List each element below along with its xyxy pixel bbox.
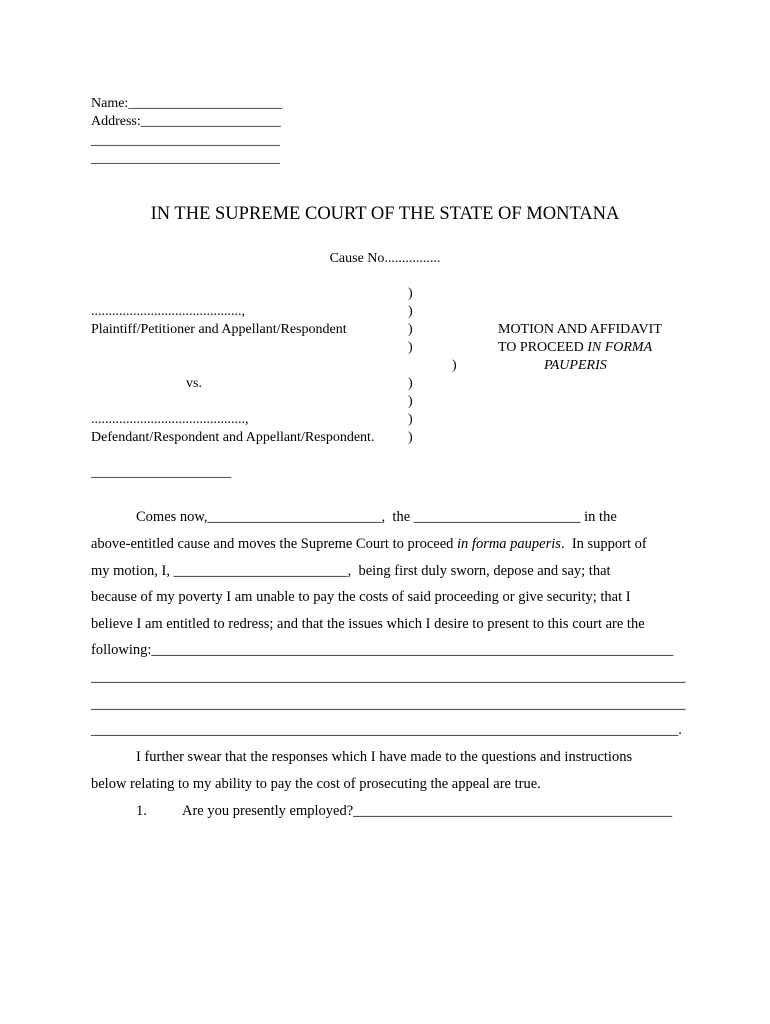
in-forma-pauperis: in forma pauperis (457, 536, 561, 552)
caption-paren: ) (408, 286, 413, 301)
defendant-role: Defendant/Respondent and Appellant/Respondent. (91, 430, 375, 445)
body-line-10: I further swear that the responses which I have made to the questions and instructions (136, 749, 633, 765)
address-blank-line-2[interactable]: ___________________________ (91, 151, 280, 166)
caption-paren: ) (408, 412, 413, 427)
versus-label: vs. (186, 376, 202, 391)
body-line-5: believe I am entitled to redress; and that the issues which I desire to present to this court are the (91, 616, 645, 632)
address-blank-line-1[interactable]: ___________________________ (91, 133, 280, 148)
issues-blank-line-1[interactable]: __________________________________________________________________________________ (91, 669, 686, 685)
motion-title-line-2 (498, 339, 652, 356)
caption-paren: ) (408, 394, 413, 409)
motion-title-line-3: PAUPERIS (544, 358, 607, 373)
body-line-3[interactable]: my motion, I, ________________________, being first duly sworn, depose and say; that (91, 563, 611, 579)
caption-paren: ) (452, 358, 457, 373)
motion-title-italic: IN FORMA (587, 340, 653, 355)
plaintiff-role: Plaintiff/Petitioner and Appellant/Respondent (91, 322, 347, 337)
body-line-1[interactable]: Comes now,________________________, the _______________________ in the (136, 509, 617, 525)
body-line-4: because of my poverty I am unable to pay the costs of said proceeding or give security; that I (91, 589, 631, 605)
court-title: IN THE SUPREME COURT OF THE STATE OF MONTANA (150, 204, 620, 224)
caption-paren: ) (408, 340, 413, 355)
defendant-name-blank[interactable]: ............................................, (91, 412, 249, 427)
caption-blank-line[interactable]: ____________________ (91, 465, 231, 480)
issues-blank-line-2[interactable]: __________________________________________________________________________________ (91, 696, 686, 712)
body-line-2: above-entitled cause and moves the Supreme Court to proceed in forma pauperis. In support of (91, 536, 647, 552)
body-line-11: below relating to my ability to pay the cost of prosecuting the appeal are true. (91, 776, 541, 792)
caption-paren: ) (408, 430, 413, 445)
cause-number[interactable]: Cause No................ (329, 251, 441, 266)
issues-following-line[interactable]: following:________________________________________________________________________ (91, 642, 674, 658)
motion-title-prefix: TO PROCEED (498, 340, 588, 355)
name-field-line[interactable]: Name:______________________ (91, 96, 283, 111)
address-field-line[interactable]: Address:____________________ (91, 114, 281, 129)
caption-paren: ) (408, 376, 413, 391)
issues-blank-line-3[interactable]: _________________________________________________________________________________. (91, 722, 682, 738)
plaintiff-name-blank[interactable]: ..........................................., (91, 304, 245, 319)
motion-title-line-1: MOTION AND AFFIDAVIT (498, 322, 662, 337)
caption-paren: ) (408, 304, 413, 319)
caption-paren: ) (408, 322, 413, 337)
question-1-number: 1. (136, 803, 147, 819)
question-1-employed[interactable]: Are you presently employed?____________________________________________ (182, 803, 673, 819)
